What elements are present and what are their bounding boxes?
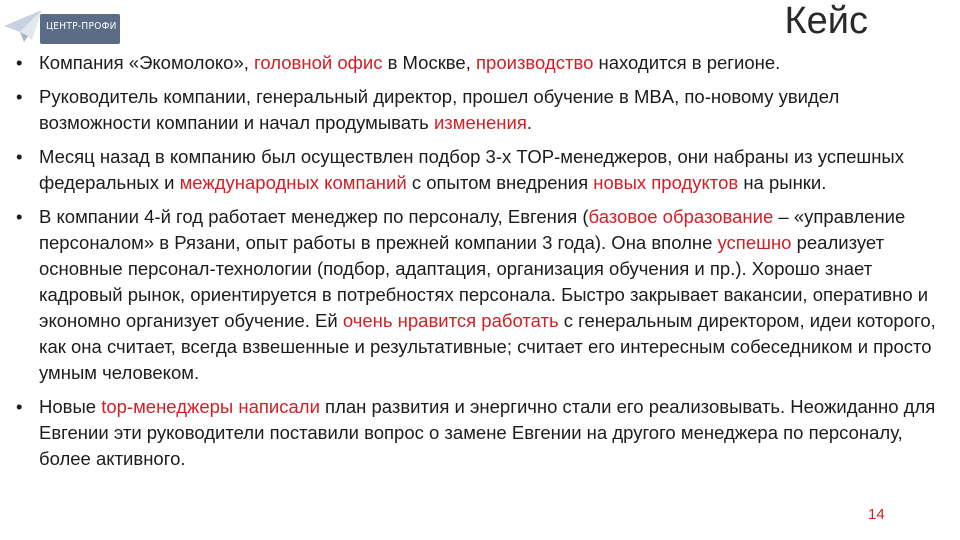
- highlighted-text: производство: [476, 52, 594, 73]
- highlighted-text: изменения: [433, 112, 527, 133]
- bullet-text: план развития и энергично стали его реализовывать. Неожиданно для Евгении эти руководители поставили вопрос о замене Евгении на другого менеджера по персоналу, более активного.: [39, 396, 936, 469]
- bullet-text: Месяц назад в компанию был осуществлен подбор 3-х TOP-менеджеров, они набраны из успешных федеральных и: [39, 146, 904, 193]
- highlighted-text: новых продуктов: [593, 172, 739, 193]
- logo: [2, 4, 122, 46]
- bullet-item: [12, 204, 942, 386]
- bullet-text: на рынки.: [738, 172, 827, 193]
- highlighted-text: top-менеджеры написали: [101, 396, 320, 417]
- bullet-text: в Москве,: [382, 52, 477, 73]
- highlighted-text: международных компаний: [179, 172, 407, 193]
- highlighted-text: очень нравится работать: [342, 310, 559, 331]
- bullet-text: Руководитель компании, генеральный директор, прошел обучение в MBA, по-новому увидел возможности компании и начал продумывать: [39, 86, 840, 133]
- bullet-item: [12, 84, 942, 136]
- bullet-text: Новые: [39, 396, 102, 417]
- highlighted-text: успешно: [717, 232, 792, 253]
- bullet-text: с опытом внедрения: [406, 172, 594, 193]
- bullet-item: [12, 50, 942, 76]
- bullet-item: [12, 394, 942, 472]
- bullet-text: – «управление персоналом» в Рязани, опыт работы в прежней компании 3 года). Она вполне: [39, 206, 906, 253]
- logo-text: ЦЕНТР-ПРОФИ: [46, 21, 117, 32]
- bullet-text: находится в регионе.: [593, 52, 781, 73]
- bullet-text: В компании 4-й год работает менеджер по персоналу, Евгения (: [39, 206, 589, 227]
- highlighted-text: головной офис: [254, 52, 383, 73]
- bullet-text: реализует основные персонал-технологии (подбор, адаптация, организация обучения и пр.). Хорошо знает кадровый рынок, ориентируется в потребностях персонала. Быстро закрывает вакансии, оперативно и экономно организует обучение. Ей: [39, 232, 929, 331]
- highlighted-text: базовое образование: [588, 206, 774, 227]
- bullet-text: .: [526, 112, 532, 133]
- page-number: 14: [868, 506, 885, 523]
- bullet-text: с генеральным директором, идеи которого, как она считает, всегда взвешенные и результативные; считает его интересным собеседником и просто умным человеком.: [39, 310, 936, 383]
- bullet-text: Компания «Экомолоко»,: [39, 52, 255, 73]
- slide-title: Кейс: [784, 0, 868, 42]
- bullet-list: [12, 50, 942, 480]
- bullet-item: [12, 144, 942, 196]
